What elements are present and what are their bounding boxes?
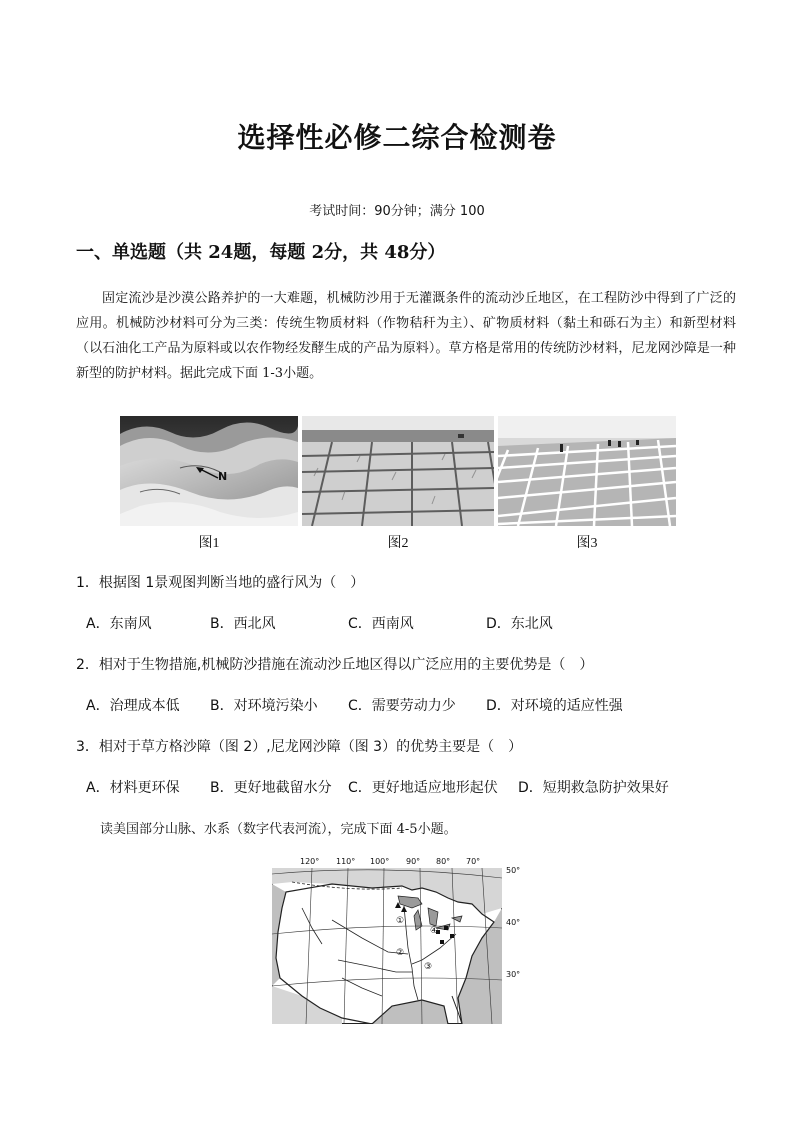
map-lon-label-90: 90° (406, 857, 421, 866)
page-title: 选择性必修二综合检测卷 (237, 121, 557, 154)
question-2-option-a[interactable]: A．治理成本低 (86, 698, 180, 714)
question-1-option-c[interactable]: C．西南风 (348, 616, 414, 632)
figure-1-image (120, 416, 298, 526)
question-1-option-b[interactable]: B．西北风 (210, 616, 276, 632)
figure-1-caption: 图1 (198, 536, 220, 551)
question-3-option-c[interactable]: C．更好地适应地形起伏 (348, 780, 498, 796)
question-3-stem: 3．相对于草方格沙障（图 2）,尼龙网沙障（图 3）的优势主要是（ ） (76, 739, 523, 755)
figure-3-caption: 图3 (576, 536, 598, 551)
question-3-option-d[interactable]: D．短期救急防护效果好 (518, 780, 669, 796)
map-lon-label-100: 100° (370, 857, 390, 866)
figure-2-caption: 图2 (387, 536, 409, 551)
question-1-options (86, 613, 766, 633)
us-map-figure (262, 854, 532, 1026)
map-river-label-2: ② (396, 948, 405, 958)
figure-3-image (498, 416, 676, 526)
map-intro: 读美国部分山脉、水系（数字代表河流），完成下面 4-5小题。 (100, 822, 457, 837)
question-2-option-c[interactable]: C．需要劳动力少 (348, 698, 456, 714)
question-1-stem: 1．根据图 1景观图判断当地的盛行风为（ ） (76, 575, 365, 591)
map-lon-label-70: 70° (466, 857, 481, 866)
exam-info: 考试时间：90分钟；满分 100 (309, 204, 485, 219)
question-2-stem: 2．相对于生物措施,机械防沙措施在流动沙丘地区得以广泛应用的主要优势是（ ） (76, 657, 594, 673)
us-map-svg (272, 868, 502, 1024)
question-3-option-a[interactable]: A．材料更环保 (86, 780, 180, 796)
map-lat-label-50: 50° (506, 866, 521, 875)
question-2-option-d[interactable]: D．对环境的适应性强 (486, 698, 623, 714)
figure-2-image (302, 416, 494, 526)
figure-row (120, 416, 676, 556)
map-lat-label-40: 40° (506, 918, 521, 927)
section-intro-paragraph: 固定流沙是沙漠公路养护的一大难题，机械防沙用于无灌溉条件的流动沙丘地区，在工程防沙中得到了广泛的应用。机械防沙材料可分为三类：传统生物质材料（作物秸秆为主）、矿物质材料（黏土和砾石为主）和新型材料（以石油化工产品为原料或以农作物经发酵生成的产品为原料）。草方格是常用的传统防沙材料，尼龙网沙障是一种新型的防护材料。据此完成下面 1-3小题。 (76, 291, 736, 381)
map-lat-label-30: 30° (506, 970, 521, 979)
section-title: 一、单选题（共 24题，每题 2分，共 48分） (76, 242, 446, 263)
map-river-label-4: ④ (430, 926, 439, 936)
question-2-option-b[interactable]: B．对环境污染小 (210, 698, 318, 714)
question-1-option-d[interactable]: D．东北风 (486, 616, 553, 632)
question-3-options (86, 777, 766, 797)
map-river-label-3: ③ (424, 962, 433, 972)
map-lon-label-80: 80° (436, 857, 451, 866)
question-3-option-b[interactable]: B．更好地截留水分 (210, 780, 332, 796)
figure-1-north-label: N (218, 470, 228, 483)
question-2-options (86, 695, 766, 715)
map-river-label-1: ① (396, 916, 405, 926)
map-lon-label-110: 110° (336, 857, 356, 866)
map-lon-label-120: 120° (300, 857, 320, 866)
question-1-option-a[interactable]: A．东南风 (86, 616, 152, 632)
